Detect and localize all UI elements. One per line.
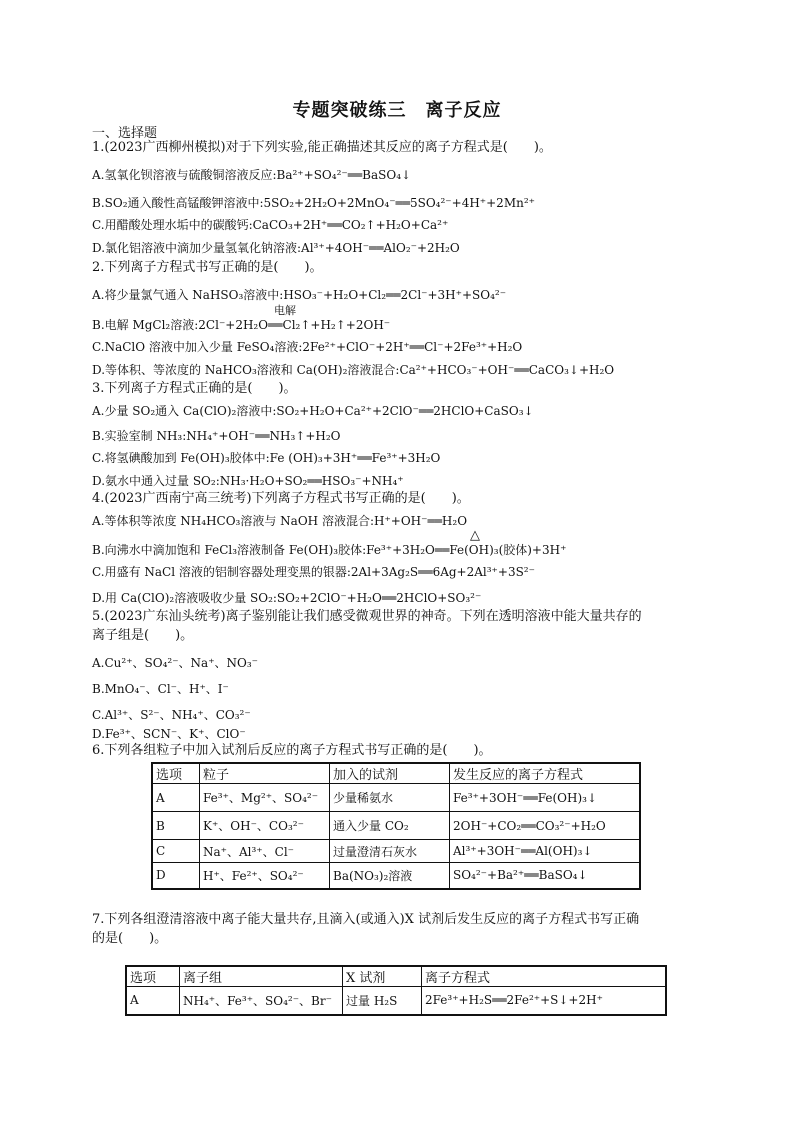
table-cell: Fe³⁺、Mg²⁺、SO₄²⁻ bbox=[200, 784, 330, 812]
question-3-option-a: A.少量 SO₂通入 Ca(ClO)₂溶液中:SO₂+H₂O+Ca²⁺+2ClO⁻══2HClO+CaSO₃↓ bbox=[92, 404, 534, 418]
table-header-cell: 离子组 bbox=[180, 966, 343, 987]
question-6-stem: 6.下列各组粒子中加入试剂后反应的离子方程式书写正确的是( )。 bbox=[92, 743, 492, 758]
question-6-table bbox=[151, 762, 641, 890]
table-cell: A bbox=[152, 784, 200, 812]
table-cell: 2OH⁻+CO₂══CO₃²⁻+H₂O bbox=[450, 812, 641, 840]
table-header-cell: 选项 bbox=[126, 966, 180, 987]
table-cell: 通入少量 CO₂ bbox=[330, 812, 450, 840]
table-cell: 过量澄清石灰水 bbox=[330, 840, 450, 863]
question-2-option-d: D.等体积、等浓度的 NaHCO₃溶液和 Ca(OH)₂溶液混合:Ca²⁺+HCO₃⁻+OH⁻══CaCO₃↓+H₂O bbox=[92, 363, 615, 377]
table-cell: H⁺、Fe²⁺、SO₄²⁻ bbox=[200, 863, 330, 889]
question-7-table bbox=[125, 965, 667, 1016]
table-cell: A bbox=[126, 987, 180, 1015]
table-cell: 2Fe³⁺+H₂S══2Fe²⁺+S↓+2H⁺ bbox=[422, 987, 667, 1015]
question-3-option-b: B.实验室制 NH₃:NH₄⁺+OH⁻══NH₃↑+H₂O bbox=[92, 429, 341, 443]
table-cell: 少量稀氨水 bbox=[330, 784, 450, 812]
question-2-stem: 2.下列离子方程式书写正确的是( )。 bbox=[92, 260, 323, 275]
table-row bbox=[152, 863, 640, 889]
question-4-option-b: B.向沸水中滴加饱和 FeCl₃溶液制备 Fe(OH)₃胶体:Fe³⁺+3H₂O══Fe(OH)₃(胶体)+3H⁺ bbox=[92, 543, 567, 557]
electrolysis-condition: 电解 bbox=[274, 304, 296, 317]
question-4-option-a: A.等体积等浓度 NH₄HCO₃溶液与 NaOH 溶液混合:H⁺+OH⁻══H₂O bbox=[92, 514, 468, 528]
question-7-stem-line2: 的是( )。 bbox=[92, 931, 168, 946]
question-3-stem: 3.下列离子方程式正确的是( )。 bbox=[92, 381, 297, 396]
table-header-cell: 选项 bbox=[152, 763, 200, 784]
question-4-stem: 4.(2023广西南宁高三统考)下列离子方程式书写正确的是( )。 bbox=[92, 491, 470, 506]
table-header-cell: 加入的试剂 bbox=[330, 763, 450, 784]
question-7-stem-line1: 7.下列各组澄清溶液中离子能大量共存,且滴入(或通入)X 试剂后发生反应的离子方程式书写正确 bbox=[92, 912, 640, 927]
table-cell: NH₄⁺、Fe³⁺、SO₄²⁻、Br⁻ bbox=[180, 987, 343, 1015]
table-header-row bbox=[152, 763, 640, 784]
question-5-option-d: D.Fe³⁺、SCN⁻、K⁺、ClO⁻ bbox=[92, 727, 246, 741]
table-cell: SO₄²⁻+Ba²⁺══BaSO₄↓ bbox=[450, 863, 641, 889]
table-cell: Fe³⁺+3OH⁻══Fe(OH)₃↓ bbox=[450, 784, 641, 812]
question-1-option-d: D.氯化铝溶液中滴加少量氢氧化钠溶液:Al³⁺+4OH⁻══AlO₂⁻+2H₂O bbox=[92, 241, 460, 255]
question-2-option-c: C.NaClO 溶液中加入少量 FeSO₄溶液:2Fe²⁺+ClO⁻+2H⁺══Cl⁻+2Fe³⁺+H₂O bbox=[92, 340, 523, 354]
table-cell: Ba(NO₃)₂溶液 bbox=[330, 863, 450, 889]
question-2-option-b: B.电解 MgCl₂溶液:2Cl⁻+2H₂O══Cl₂↑+H₂↑+2OH⁻ bbox=[92, 318, 391, 332]
table-header-cell: 发生反应的离子方程式 bbox=[450, 763, 641, 784]
question-4-option-d: D.用 Ca(ClO)₂溶液吸收少量 SO₂:SO₂+2ClO⁻+H₂O══2HClO+SO₃²⁻ bbox=[92, 591, 482, 605]
question-4-option-c: C.用盛有 NaCl 溶液的铝制容器处理变黑的银器:2Al+3Ag₂S══6Ag+2Al³⁺+3S²⁻ bbox=[92, 565, 535, 579]
question-5-option-c: C.Al³⁺、S²⁻、NH₄⁺、CO₃²⁻ bbox=[92, 708, 251, 722]
question-5-stem-line2: 离子组是( )。 bbox=[92, 628, 194, 643]
question-1-option-b: B.SO₂通入酸性高锰酸钾溶液中:5SO₂+2H₂O+2MnO₄⁻══5SO₄²⁻+4H⁺+2Mn²⁺ bbox=[92, 196, 535, 210]
table-row bbox=[126, 987, 666, 1015]
table-header-cell: X 试剂 bbox=[343, 966, 422, 987]
table-cell: K⁺、OH⁻、CO₃²⁻ bbox=[200, 812, 330, 840]
table-header-row bbox=[126, 966, 666, 987]
table-row bbox=[152, 812, 640, 840]
table-row bbox=[152, 784, 640, 812]
page-title: 专题突破练三 离子反应 bbox=[292, 100, 502, 121]
question-1-stem: 1.(2023广西柳州模拟)对于下列实验,能正确描述其反应的离子方程式是( )。 bbox=[92, 140, 552, 155]
question-2-option-a: A.将少量氯气通入 NaHSO₃溶液中:HSO₃⁻+H₂O+Cl₂══2Cl⁻+3H⁺+SO₄²⁻ bbox=[92, 288, 507, 302]
question-1-option-a: A.氢氧化钡溶液与硫酸铜溶液反应:Ba²⁺+SO₄²⁻══BaSO₄↓ bbox=[92, 168, 412, 182]
table-header-cell: 粒子 bbox=[200, 763, 330, 784]
table-header-cell: 离子方程式 bbox=[422, 966, 667, 987]
table-cell: Na⁺、Al³⁺、Cl⁻ bbox=[200, 840, 330, 863]
question-5-option-b: B.MnO₄⁻、Cl⁻、H⁺、I⁻ bbox=[92, 682, 229, 696]
table-cell: C bbox=[152, 840, 200, 863]
table-cell: B bbox=[152, 812, 200, 840]
question-3-option-d: D.氨水中通入过量 SO₂:NH₃·H₂O+SO₂══HSO₃⁻+NH₄⁺ bbox=[92, 474, 404, 488]
table-cell: Al³⁺+3OH⁻══Al(OH)₃↓ bbox=[450, 840, 641, 863]
question-5-option-a: A.Cu²⁺、SO₄²⁻、Na⁺、NO₃⁻ bbox=[92, 656, 259, 670]
question-1-option-c: C.用醋酸处理水垢中的碳酸钙:CaCO₃+2H⁺══CO₂↑+H₂O+Ca²⁺ bbox=[92, 218, 449, 232]
section-heading: 一、选择题 bbox=[92, 126, 158, 141]
question-3-option-c: C.将氢碘酸加到 Fe(OH)₃胶体中:Fe (OH)₃+3H⁺══Fe³⁺+3H₂O bbox=[92, 451, 441, 465]
question-5-stem-line1: 5.(2023广东汕头统考)离子鉴别能让我们感受微观世界的神奇。下列在透明溶液中能大量共存的 bbox=[92, 609, 642, 624]
heating-condition: △ bbox=[470, 528, 480, 543]
table-cell: D bbox=[152, 863, 200, 889]
table-cell: 过量 H₂S bbox=[343, 987, 422, 1015]
table-row bbox=[152, 840, 640, 863]
